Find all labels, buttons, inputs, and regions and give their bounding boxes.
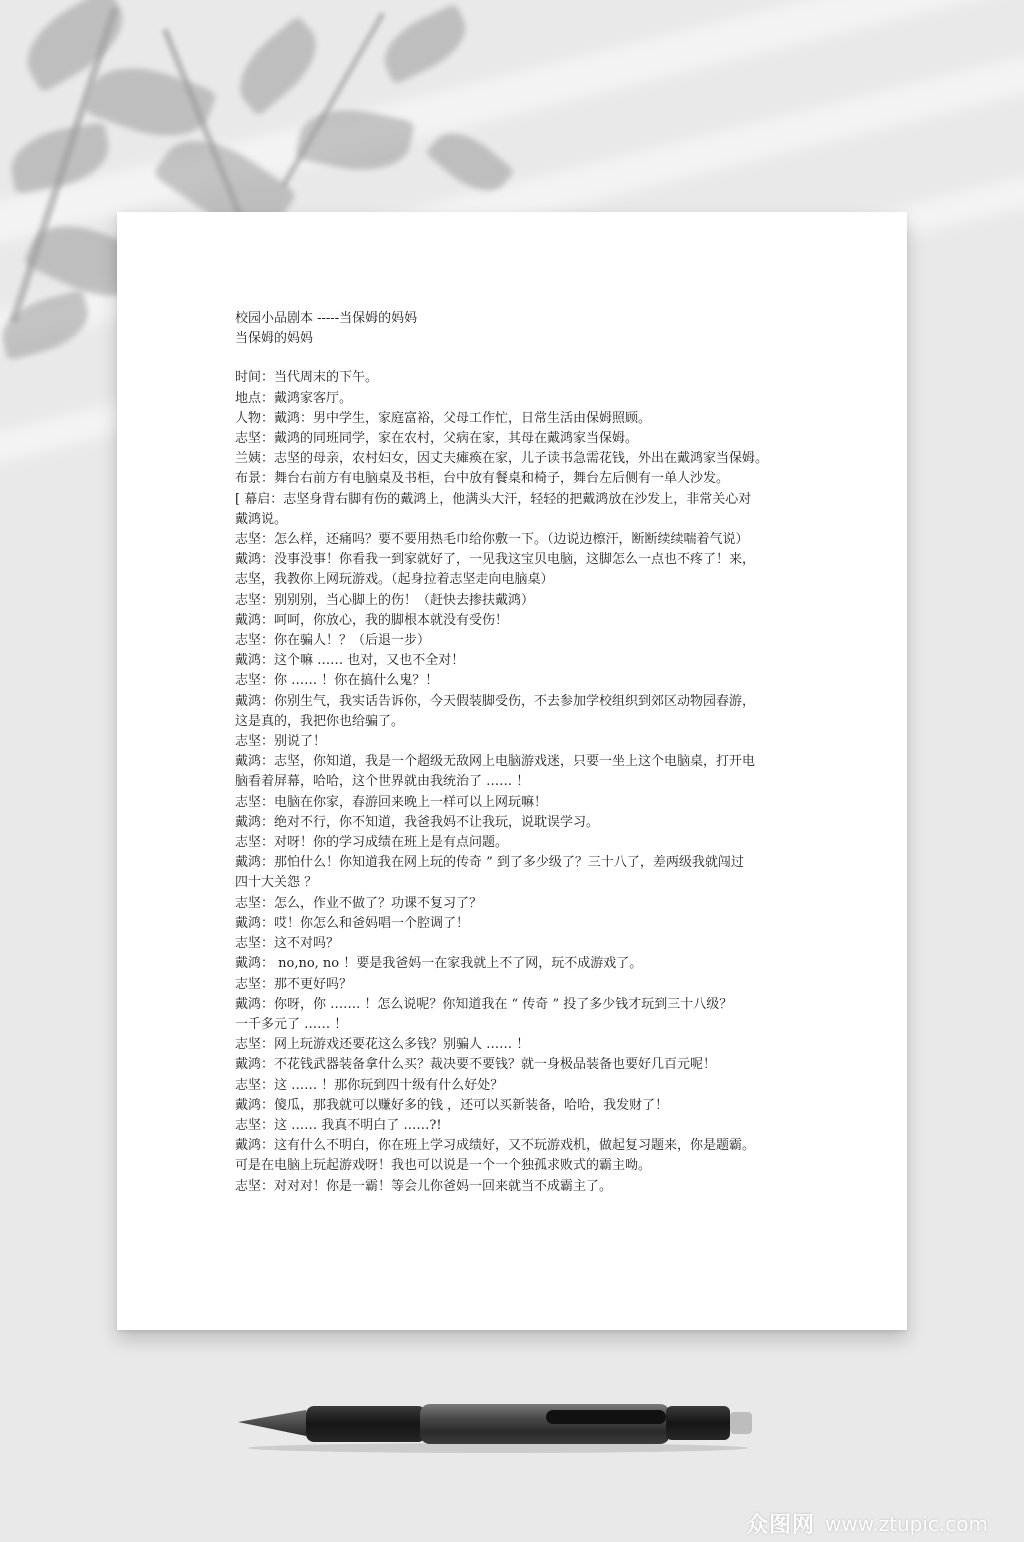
- script-line: 志坚：这 …… ！那你玩到四十级有什么好处？: [235, 1077, 504, 1093]
- script-line: 一千多元了 …… ！: [235, 1016, 348, 1032]
- script-line: 志坚：怎么样，还痛吗？要不要用热毛巾给你敷一下。（边说边檫汗，断断续续喘着气说）: [235, 532, 749, 548]
- script-line: 戴鸿：哎！你怎么和爸妈唱一个腔调了！: [235, 915, 470, 931]
- script-line: 志坚：那不更好吗？: [235, 976, 353, 992]
- watermark: [746, 1508, 988, 1539]
- script-line: 戴鸿：志坚，你知道，我是一个超级无敌网上电脑游戏迷，只要一坐上这个电脑桌，打开电: [235, 754, 756, 770]
- script-line: 志坚：别别别，当心脚上的伤！（赶快去掺扶戴鸿）: [235, 592, 535, 608]
- script-line: 可是在电脑上玩起游戏呀！我也可以说是一个一个独孤求败式的霸主呦。: [235, 1158, 652, 1174]
- document-page: [117, 212, 907, 1330]
- script-line: 志坚：你 …… ！你在搞什么鬼？！: [235, 673, 439, 689]
- pen-icon: [236, 1396, 760, 1454]
- script-line: 时间：当代周末的下午。: [235, 370, 379, 386]
- script-line: 戴鸿：呵呵，你放心，我的脚根本就没有受伤！: [235, 612, 509, 628]
- watermark-logo: 众图网: [746, 1513, 816, 1538]
- script-line: 兰姨：志坚的母亲，农村妇女，因丈夫瘫痪在家，儿子读书急需花钱，外出在戴鸿家当保姆。: [235, 451, 769, 467]
- watermark-url: www.ztupic.com: [825, 1511, 988, 1536]
- script-line: 志坚：怎么，作业不做了？功课不复习了？: [235, 895, 483, 911]
- script-line: 戴鸿：这个嘛 …… 也对，又也不全对！: [235, 653, 465, 669]
- script-line: 志坚：网上玩游戏还要花这么多钱？别骗人 …… ！: [235, 1037, 530, 1053]
- script-line: 志坚：别说了！: [235, 734, 327, 750]
- script-line: 戴鸿：绝对不行，你不知道，我爸我妈不让我玩，说耽误学习。: [235, 814, 600, 830]
- document-body: [235, 309, 795, 1197]
- script-line: 戴鸿：不花钱武器装备拿什么买？裁决要不要钱？就一身极品装备也要好几百元呢！: [235, 1057, 717, 1073]
- script-line: 志坚：这 …… 我真不明白了 ……?!: [235, 1117, 442, 1133]
- document-title: 校园小品剧本 -----当保姆的妈妈: [235, 311, 418, 326]
- script-line: 志坚：对对对！你是一霸！等会儿你爸妈一回来就当不成霸主了。: [235, 1178, 613, 1194]
- script-line: 戴鸿： no,no, no ！要是我爸妈一在家我就上不了网，玩不成游戏了。: [235, 956, 643, 972]
- document-subtitle: 当保姆的妈妈: [235, 331, 314, 347]
- script-line: 戴鸿说。: [235, 511, 288, 527]
- script-line: 脑看着屏幕，哈哈，这个世界就由我统治了 …… ！: [235, 774, 530, 790]
- script-line: 人物：戴鸿：男中学生，家庭富裕，父母工作忙，日常生活由保姆照顾。: [235, 410, 652, 426]
- script-line: 志坚：对呀！你的学习成绩在班上是有点问题。: [235, 835, 509, 851]
- script-line: 戴鸿：你别生气，我实话告诉你，今天假装脚受伤，不去参加学校组织到郊区动物园春游，: [235, 693, 756, 709]
- script-line: 戴鸿：那怕什么！你知道我在网上玩的传奇 ” 到了多少级了？三十八了，差两级我就闯过: [235, 855, 744, 871]
- script-line: 戴鸿：傻瓜，那我就可以赚好多的钱 ，还可以买新装备，哈哈，我发财了！: [235, 1097, 669, 1113]
- script-line: 这是真的，我把你也给骗了。: [235, 713, 405, 729]
- script-line: 志坚：电脑在你家，春游回来晚上一样可以上网玩嘛！: [235, 794, 548, 810]
- script-line: [ 幕启：志坚身背右脚有伤的戴鸿上，他满头大汗，轻轻的把戴鸿放在沙发上，非常关心对: [235, 491, 752, 507]
- script-line: 志坚，我教你上网玩游戏。（起身拉着志坚走向电脑桌）: [235, 572, 554, 588]
- paragraph-gap: [235, 349, 795, 368]
- script-line: 布景：舞台右前方有电脑桌及书柜，台中放有餐桌和椅子，舞台左后侧有一单人沙发。: [235, 471, 730, 487]
- script-line: 志坚：戴鸿的同班同学，家在农村，父病在家，其母在戴鸿家当保姆。: [235, 431, 639, 447]
- script-line: 志坚：你在骗人！？（后退一步）: [235, 633, 431, 649]
- script-line: 戴鸿：这有什么不明白，你在班上学习成绩好，又不玩游戏机，做起复习题来，你是题霸。: [235, 1138, 756, 1154]
- script-line: 志坚：这不对吗？: [235, 936, 340, 952]
- script-line: 四十大关怨 ？: [235, 875, 318, 891]
- script-lines: [235, 368, 795, 1196]
- script-line: 戴鸿：没事没事！你看我一到家就好了，一见我这宝贝电脑，这脚怎么一点也不疼了！来，: [235, 552, 756, 568]
- script-line: 戴鸿：你呀，你 ……. ！怎么说呢？你知道我在 “ 传奇 ” 投了多少钱才玩到三十八级？: [235, 996, 733, 1012]
- script-line: 地点：戴鸿家客厅。: [235, 390, 353, 406]
